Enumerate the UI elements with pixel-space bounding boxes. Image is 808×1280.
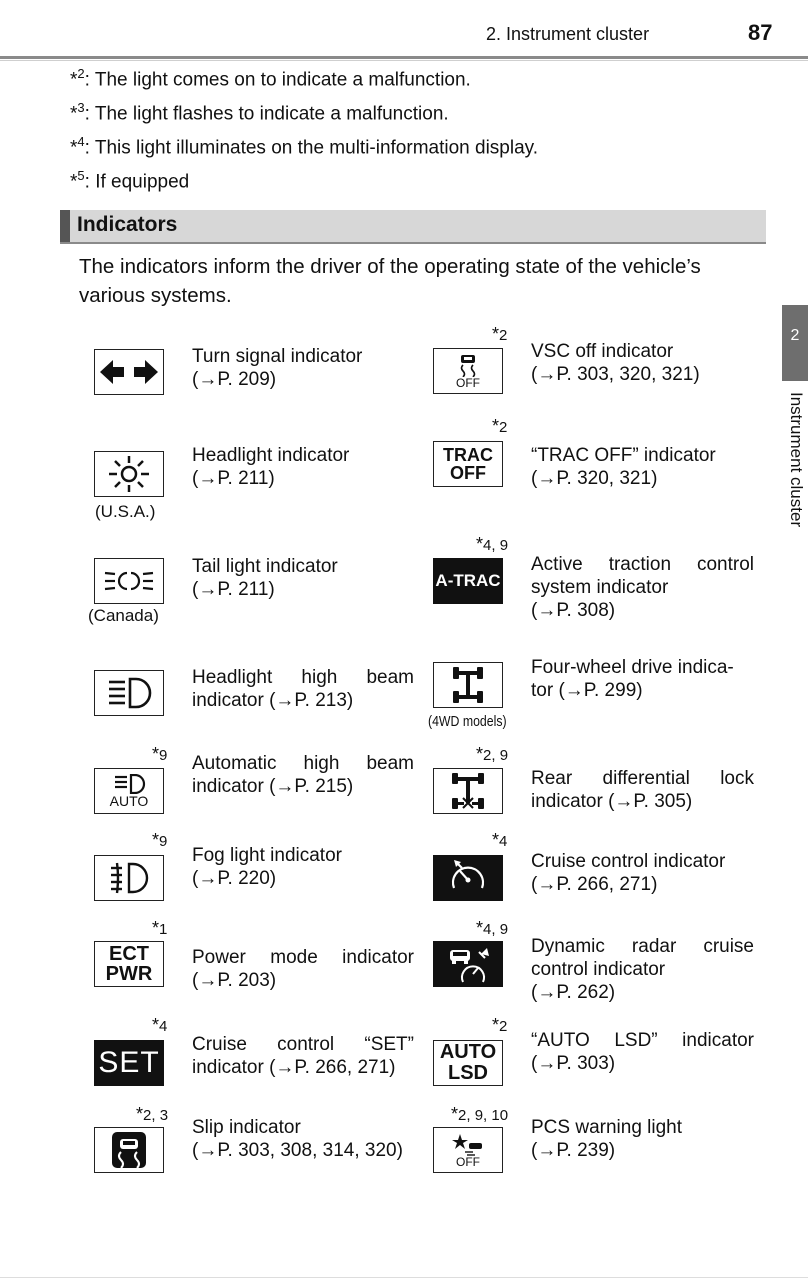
four-wd-desc: Four-wheel drive indica- tor (→P. 299) [531,657,734,701]
section-label: 2. Instrument cluster [486,24,650,44]
intro-paragraph: The indicators inform the driver of the operating state of the vehicle’s various systems. [79,255,701,307]
fog-light-icon [94,855,164,901]
vsc-off-mark: *2 [492,324,508,344]
auto-lsd-icon-l1: AUTO [439,1041,497,1063]
four-wd-icon [433,662,503,708]
vsc-off-icon-label: OFF [456,376,480,390]
section-title: Indicators [77,213,178,236]
power-mode-icon [94,941,164,987]
footnote: *$^2$: The light comes on to indicate a malfunction. [70,66,471,91]
fog-mark: *9 [152,830,168,850]
turn-signal-icon [94,349,164,395]
pcs-mark: *2, 9, 10 [451,1104,509,1124]
pcs-icon-label: OFF [456,1155,480,1169]
footnote: *$^3$: The light flashes to indicate a malfunction. [70,100,449,125]
turn-signal-desc: Turn signal indicator (→P. 209) [192,346,363,390]
side-tab-number: 2 [790,327,800,344]
cruise-set-icon [94,1040,164,1086]
header-rule-light [0,60,808,61]
power-mode-mark: *1 [152,918,168,938]
cruise-mark: *4 [492,830,508,850]
cruise-desc: Cruise control indicator (→P. 266, 271) [531,851,726,895]
slip-desc: Slip indicator (→P. 303, 308, 314, 320) [192,1117,403,1161]
a-trac-mark: *4, 9 [476,534,509,554]
cruise-set-desc-2: indicator (→P. 266, 271) [192,1057,396,1078]
rear-diff-icon [433,768,503,814]
radar-cruise-desc-2: control indicator (→P. 262) [531,959,666,1003]
page-number: 87 [748,20,773,45]
rear-diff-desc: Rear differential lock [531,768,754,789]
footnote: *$^5$: If equipped [70,168,190,193]
rear-diff-desc-2: indicator (→P. 305) [531,791,693,812]
cruise-set-desc: Cruise control “SET” [192,1034,414,1055]
a-trac-desc-2: system indicator (→P. 308) [531,577,669,621]
bottom-line [0,1277,808,1278]
vsc-off-desc: VSC off indicator (→P. 303, 320, 321) [531,341,700,385]
trac-off-mark: *2 [492,416,508,436]
headlight-desc: Headlight indicator (→P. 211) [192,445,350,489]
high-beam-icon [94,670,164,716]
radar-cruise-mark: *4, 9 [476,918,509,938]
auto-lsd-icon [433,1040,503,1086]
tail-light-desc: Tail light indicator (→P. 211) [192,556,338,600]
vsc-off-icon [433,348,503,394]
headlight-caption: (U.S.A.) [95,502,156,521]
a-trac-icon-label: A-TRAC [435,571,501,590]
four-wd-caption: (4WD models) [428,713,507,730]
cruise-set-icon-label: SET [98,1046,160,1079]
header-rule [0,56,808,59]
side-tab-title: Instrument cluster [787,392,806,528]
radar-cruise-desc: Dynamic radar cruise [531,936,754,957]
side-tab[interactable] [782,305,808,381]
auto-lsd-icon-l2: LSD [448,1062,488,1084]
high-beam-desc-2: indicator (→P. 213) [192,690,354,711]
high-beam-desc: Headlight high beam [192,667,414,688]
auto-high-beam-desc: Automatic high beam [192,753,414,774]
auto-lsd-desc: “AUTO LSD” indicator [531,1030,754,1051]
trac-off-icon-l1: TRAC [443,445,493,465]
pcs-desc: PCS warning light (→P. 239) [531,1117,683,1161]
a-trac-icon [433,558,503,604]
trac-off-icon [433,441,503,487]
cruise-set-mark: *4 [152,1015,168,1035]
auto-high-beam-mark: *9 [152,744,168,764]
radar-cruise-icon [433,941,503,987]
section-bar [60,210,766,244]
a-trac-desc: Active traction control [531,554,754,575]
power-mode-icon-l1: ECT [109,943,149,965]
power-mode-desc-2: (→P. 203) [192,970,277,991]
headlight-icon [94,451,164,497]
tail-light-caption: (Canada) [88,606,159,625]
trac-off-icon-l2: OFF [450,463,486,483]
footnote: *$^4$: This light illuminates on the multi-information display. [70,134,539,159]
auto-high-beam-icon-label: AUTO [109,792,149,809]
auto-high-beam-desc-2: indicator (→P. 215) [192,776,354,797]
tail-light-icon [94,558,164,604]
auto-lsd-mark: *2 [492,1015,508,1035]
auto-high-beam-icon [94,768,164,814]
pcs-icon [433,1127,503,1173]
cruise-icon [433,855,503,901]
power-mode-desc: Power mode indicator [192,947,414,968]
power-mode-icon-l2: PWR [105,963,153,985]
slip-mark: *2, 3 [136,1104,169,1124]
fog-desc: Fog light indicator (→P. 220) [192,845,342,889]
trac-off-desc: “TRAC OFF” indicator (→P. 320, 321) [531,445,716,489]
auto-lsd-desc-2: (→P. 303) [531,1053,616,1074]
slip-icon [94,1127,164,1173]
rear-diff-mark: *2, 9 [476,744,509,764]
